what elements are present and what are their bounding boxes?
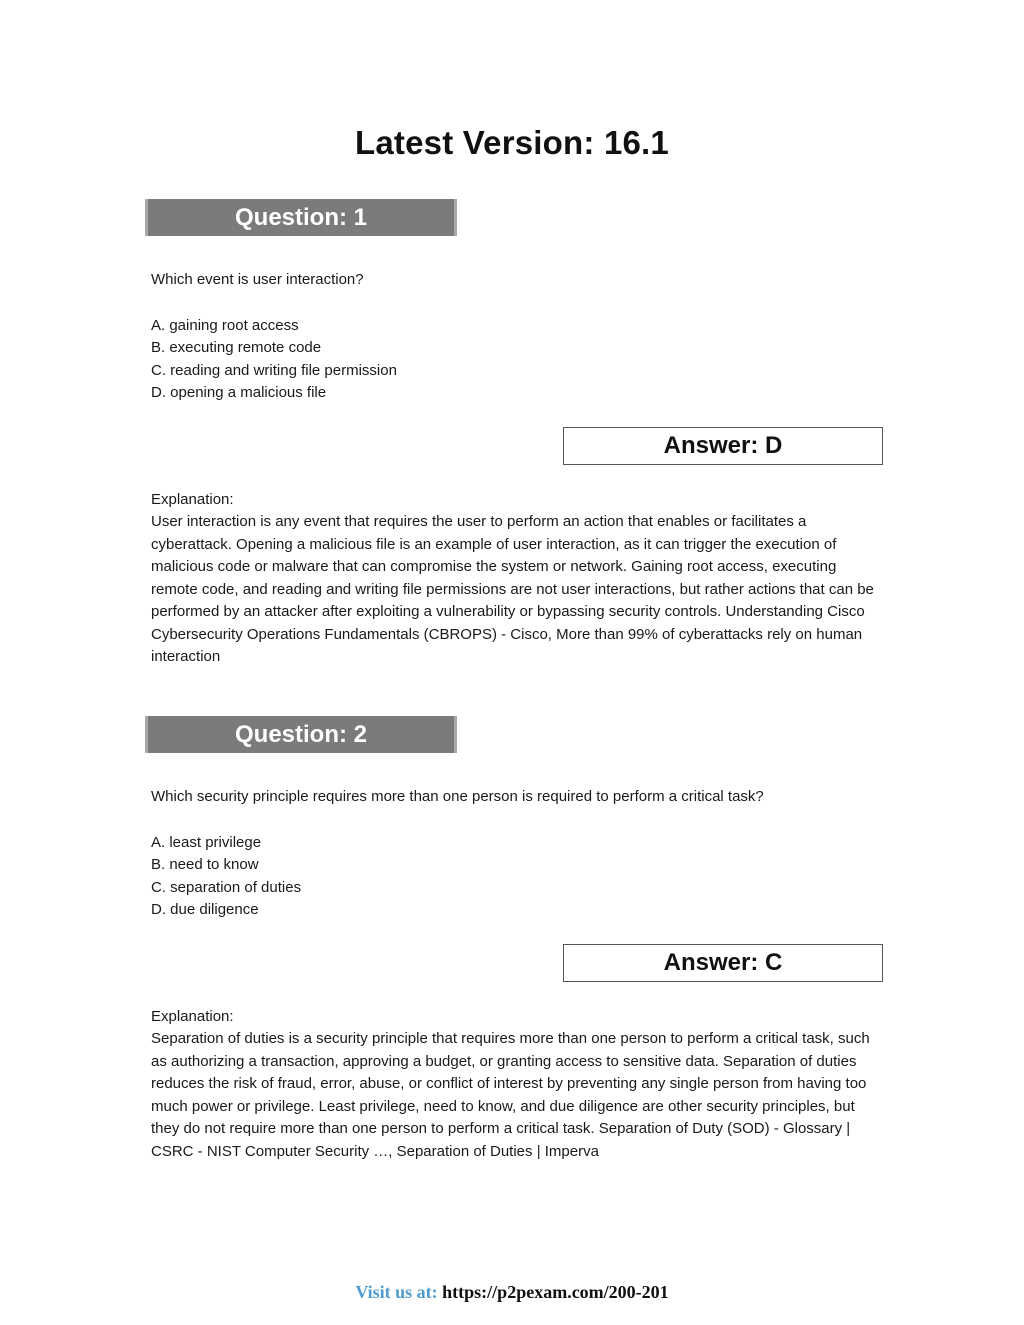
- explanation-label: Explanation:: [151, 490, 234, 508]
- page-title: Latest Version: 16.1: [355, 124, 669, 161]
- question-header: Question: 1: [145, 199, 457, 236]
- question-header: Question: 2: [145, 716, 457, 753]
- question-text: Which security principle requires more than one person is required to perform a critical task?: [151, 788, 764, 805]
- option-d: D. opening a malicious file: [151, 384, 327, 401]
- question-block-2: [145, 716, 870, 1163]
- question-block-1: [145, 199, 874, 669]
- footer-url-link[interactable]: https://p2pexam.com/200-201: [442, 1282, 669, 1302]
- options-list: [151, 832, 865, 922]
- explanation: [151, 489, 876, 669]
- explanation-text: User interaction is any event that requires the user to perform an action that enables or facilitates a cyberattack. Opening a malicious file is an example of user interaction, as it can trigger the execution of malicious code or malware that can compromise the system or network. Gaining root access, executing remote code, and reading and writing file permissions are not user interactions, but rather actions that can be performed by an attacker after exploiting a vulnerability or bypassing security controls. Understanding Cisco Cybersecurity Operations Fundamentals (CBROPS) - Cisco, More than 99% of cyberattacks rely on human interaction: [151, 513, 874, 665]
- option-d: D. due diligence: [151, 901, 259, 918]
- option-c: C. reading and writing file permission: [151, 361, 397, 379]
- question-text: Which event is user interaction?: [151, 271, 364, 288]
- answer-box: Answer: D: [563, 427, 883, 465]
- option-b: B. need to know: [151, 856, 259, 873]
- options-list: [151, 315, 865, 405]
- explanation-label: Explanation:: [151, 1007, 234, 1025]
- explanation: [151, 1006, 876, 1164]
- footer: [0, 1282, 1024, 1303]
- option-a: A. gaining root access: [151, 316, 299, 334]
- answer-box: Answer: C: [563, 944, 883, 982]
- option-c: C. separation of duties: [151, 878, 302, 896]
- footer-visit-label: Visit us at:: [355, 1282, 438, 1302]
- option-a: A. least privilege: [151, 833, 262, 851]
- explanation-text: Separation of duties is a security principle that requires more than one person to perform a critical task, such as authorizing a transaction, approving a budget, or granting access to sensitive data. Separation of duties reduces the risk of fraud, error, abuse, or conflict of interest by preventing any single person from having too much power or privilege. Least privilege, need to know, and due diligence are other security principles, but they do not require more than one person to perform a critical task. Separation of Duty (SOD) - Glossary | CSRC - NIST Computer Security …, Separation of Duties | Imperva: [151, 1030, 870, 1160]
- option-b: B. executing remote code: [151, 339, 322, 356]
